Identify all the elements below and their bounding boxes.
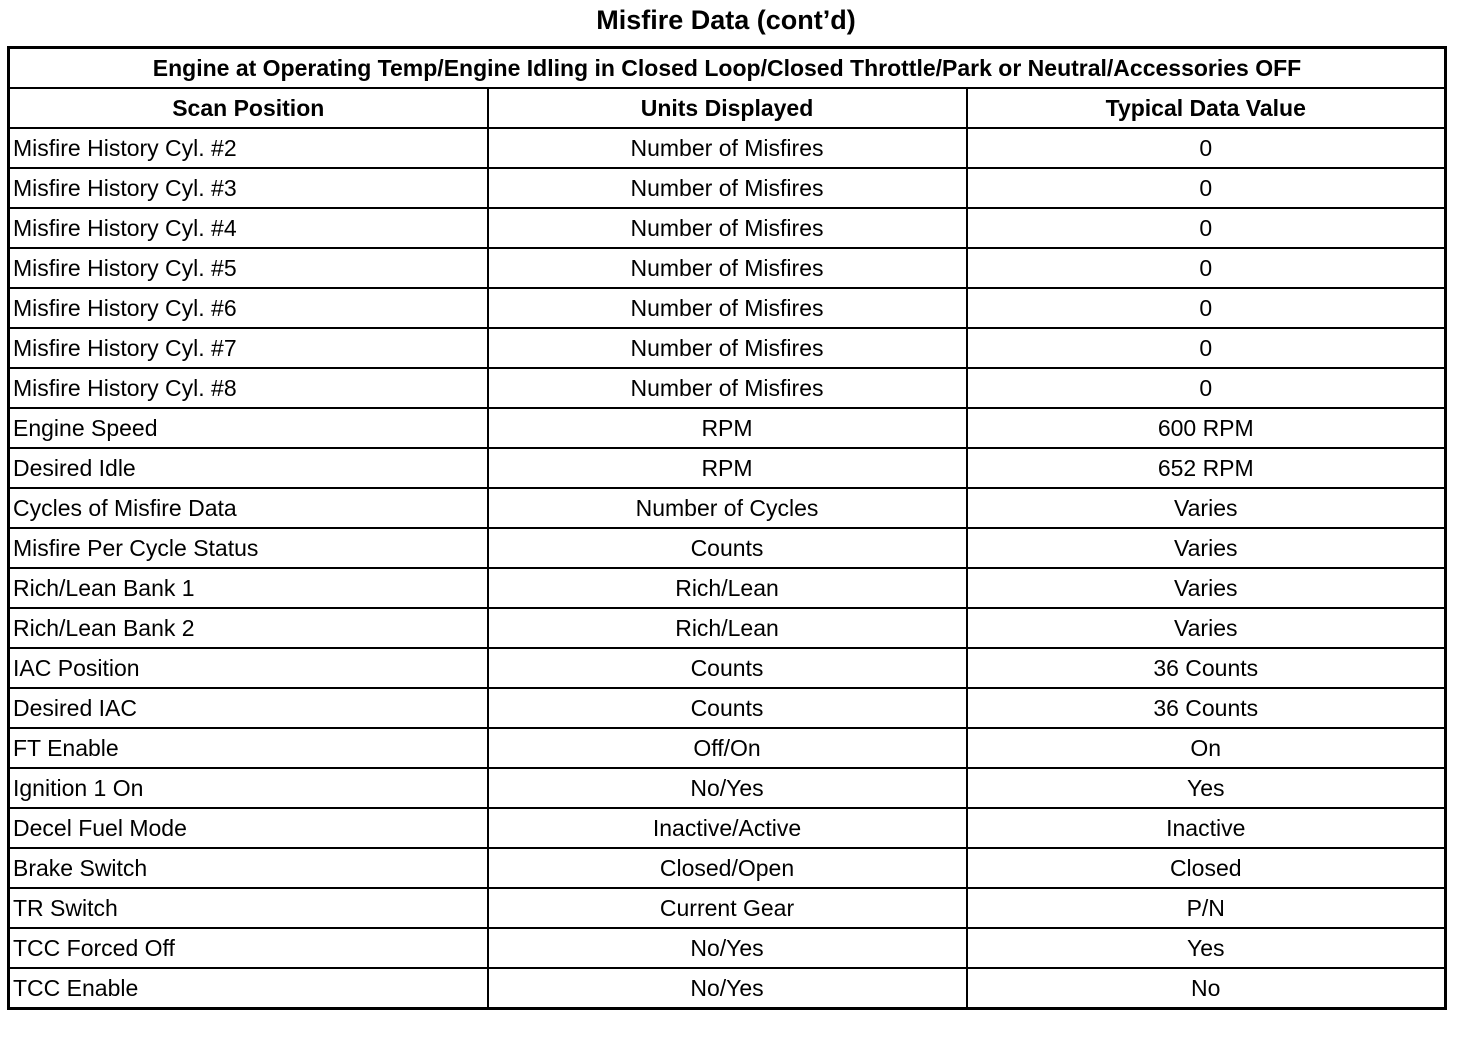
scan-position-cell: Decel Fuel Mode — [9, 808, 488, 848]
typical-value-cell: 0 — [967, 128, 1446, 168]
table-row — [9, 248, 1446, 288]
typical-value-cell: Yes — [967, 768, 1446, 808]
units-cell: Counts — [488, 528, 967, 568]
page-title: Misfire Data (cont’d) — [596, 5, 856, 35]
typical-value-cell: 0 — [967, 368, 1446, 408]
table-row — [9, 728, 1446, 768]
scan-position-cell: Desired IAC — [9, 688, 488, 728]
typical-value-cell: 0 — [967, 168, 1446, 208]
units-cell: Number of Misfires — [488, 128, 967, 168]
units-cell: RPM — [488, 408, 967, 448]
units-cell: Rich/Lean — [488, 568, 967, 608]
typical-value-cell: No — [967, 968, 1446, 1009]
typical-value-cell: 0 — [967, 208, 1446, 248]
scan-position-cell: Misfire History Cyl. #4 — [9, 208, 488, 248]
table-row — [9, 808, 1446, 848]
scan-position-cell: Rich/Lean Bank 2 — [9, 608, 488, 648]
typical-value-cell: Yes — [967, 928, 1446, 968]
condition-header: Engine at Operating Temp/Engine Idling in Closed Loop/Closed Throttle/Park or Neutral/Accessories OFF — [9, 48, 1446, 89]
units-cell: No/Yes — [488, 928, 967, 968]
table-row — [9, 368, 1446, 408]
typical-value-cell: 0 — [967, 248, 1446, 288]
units-cell: Number of Misfires — [488, 208, 967, 248]
table-row — [9, 688, 1446, 728]
table-row — [9, 408, 1446, 448]
units-cell: Number of Misfires — [488, 288, 967, 328]
header-units-displayed: Units Displayed — [488, 88, 967, 128]
typical-value-cell: On — [967, 728, 1446, 768]
typical-value-cell: 0 — [967, 288, 1446, 328]
table-row — [9, 528, 1446, 568]
units-cell: Counts — [488, 648, 967, 688]
units-cell: No/Yes — [488, 768, 967, 808]
typical-value-cell: Varies — [967, 488, 1446, 528]
column-header-row — [9, 88, 1446, 128]
typical-value-cell: 600 RPM — [967, 408, 1446, 448]
units-cell: Closed/Open — [488, 848, 967, 888]
units-cell: Current Gear — [488, 888, 967, 928]
typical-value-cell: Closed — [967, 848, 1446, 888]
typical-value-cell: 0 — [967, 328, 1446, 368]
scan-position-cell: Misfire History Cyl. #6 — [9, 288, 488, 328]
typical-value-cell: 36 Counts — [967, 688, 1446, 728]
scan-position-cell: Cycles of Misfire Data — [9, 488, 488, 528]
typical-value-cell: 652 RPM — [967, 448, 1446, 488]
typical-value-cell: Varies — [967, 528, 1446, 568]
scan-position-cell: TR Switch — [9, 888, 488, 928]
table-row — [9, 328, 1446, 368]
typical-value-cell: Varies — [967, 608, 1446, 648]
table-row — [9, 968, 1446, 1009]
units-cell: Rich/Lean — [488, 608, 967, 648]
table-row — [9, 448, 1446, 488]
typical-value-cell: Varies — [967, 568, 1446, 608]
table-row — [9, 128, 1446, 168]
scan-position-cell: Desired Idle — [9, 448, 488, 488]
units-cell: Number of Misfires — [488, 248, 967, 288]
header-scan-position: Scan Position — [9, 88, 488, 128]
scan-position-cell: Brake Switch — [9, 848, 488, 888]
scan-position-cell: Engine Speed — [9, 408, 488, 448]
table-row — [9, 208, 1446, 248]
table-row — [9, 288, 1446, 328]
table-row — [9, 168, 1446, 208]
scan-position-cell: IAC Position — [9, 648, 488, 688]
table-row — [9, 888, 1446, 928]
units-cell: Number of Misfires — [488, 168, 967, 208]
scan-position-cell: FT Enable — [9, 728, 488, 768]
units-cell: Number of Misfires — [488, 368, 967, 408]
typical-value-cell: 36 Counts — [967, 648, 1446, 688]
table-row — [9, 568, 1446, 608]
scan-position-cell: Misfire Per Cycle Status — [9, 528, 488, 568]
header-typical-data-value: Typical Data Value — [967, 88, 1446, 128]
table-row — [9, 648, 1446, 688]
scan-position-cell: Ignition 1 On — [9, 768, 488, 808]
table-row — [9, 768, 1446, 808]
table-row — [9, 848, 1446, 888]
scan-position-cell: Misfire History Cyl. #2 — [9, 128, 488, 168]
table-body — [9, 128, 1446, 1009]
units-cell: Number of Cycles — [488, 488, 967, 528]
scan-position-cell: Misfire History Cyl. #8 — [9, 368, 488, 408]
typical-value-cell: Inactive — [967, 808, 1446, 848]
units-cell: Inactive/Active — [488, 808, 967, 848]
table-row — [9, 608, 1446, 648]
condition-row — [9, 48, 1446, 89]
units-cell: Number of Misfires — [488, 328, 967, 368]
scan-position-cell: Misfire History Cyl. #5 — [9, 248, 488, 288]
table-row — [9, 928, 1446, 968]
table-row — [9, 488, 1446, 528]
scan-position-cell: Misfire History Cyl. #7 — [9, 328, 488, 368]
scan-position-cell: Misfire History Cyl. #3 — [9, 168, 488, 208]
units-cell: RPM — [488, 448, 967, 488]
typical-value-cell: P/N — [967, 888, 1446, 928]
units-cell: Counts — [488, 688, 967, 728]
misfire-data-table — [7, 46, 1447, 1010]
units-cell: Off/On — [488, 728, 967, 768]
scan-position-cell: TCC Enable — [9, 968, 488, 1009]
units-cell: No/Yes — [488, 968, 967, 1009]
scan-position-cell: TCC Forced Off — [9, 928, 488, 968]
scan-position-cell: Rich/Lean Bank 1 — [9, 568, 488, 608]
